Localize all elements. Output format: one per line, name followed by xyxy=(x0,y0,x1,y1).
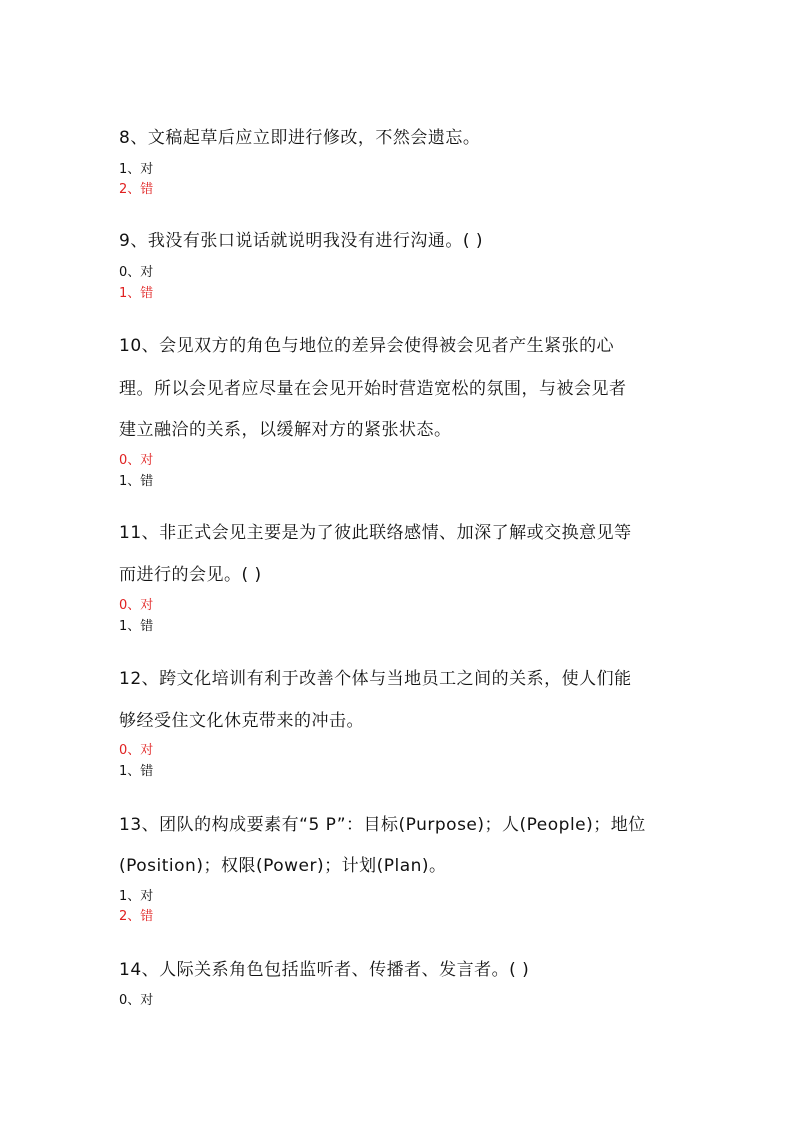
question-10-line-2: 理。所以会见者应尽量在会见开始时营造宽松的氛围，与被会见者 xyxy=(119,379,627,399)
question-11-option-1: 0、对 xyxy=(119,598,154,613)
question-12-option-1: 0、对 xyxy=(119,743,154,758)
question-9-option-2: 1、错 xyxy=(119,286,154,301)
question-14-line-1: 14、人际关系角色包括监听者、传播者、发言者。( ) xyxy=(119,960,530,980)
question-11-line-1: 11、非正式会见主要是为了彼此联络感情、加深了解或交换意见等 xyxy=(119,523,632,543)
question-9-line-1: 9、我没有张口说话就说明我没有进行沟通。( ) xyxy=(119,231,483,251)
question-8-option-1: 1、对 xyxy=(119,162,154,177)
question-11-line-2: 而进行的会见。( ) xyxy=(119,565,262,585)
question-13-option-1: 1、对 xyxy=(119,889,154,904)
question-14-option-1: 0、对 xyxy=(119,993,154,1008)
question-8-option-2: 2、错 xyxy=(119,182,154,197)
question-12-line-1: 12、跨文化培训有利于改善个体与当地员工之间的关系，使人们能 xyxy=(119,669,632,689)
question-12-line-2: 够经受住文化休克带来的冲击。 xyxy=(119,711,364,731)
question-12-option-2: 1、错 xyxy=(119,764,154,779)
question-10-line-1: 10、会见双方的角色与地位的差异会使得被会见者产生紧张的心 xyxy=(119,336,615,356)
question-10-option-1: 0、对 xyxy=(119,453,154,468)
question-10-option-2: 1、错 xyxy=(119,474,154,489)
question-11-option-2: 1、错 xyxy=(119,619,154,634)
question-8-line-1: 8、文稿起草后应立即进行修改，不然会遗忘。 xyxy=(119,128,481,148)
question-13-line-2: (Position)；权限(Power)；计划(Plan)。 xyxy=(119,856,447,876)
question-13-option-2: 2、错 xyxy=(119,909,154,924)
question-13-line-1: 13、团队的构成要素有“5 P”：目标(Purpose)；人(People)；地位 xyxy=(119,815,646,835)
question-10-line-3: 建立融洽的关系，以缓解对方的紧张状态。 xyxy=(119,420,452,440)
question-9-option-1: 0、对 xyxy=(119,265,154,280)
